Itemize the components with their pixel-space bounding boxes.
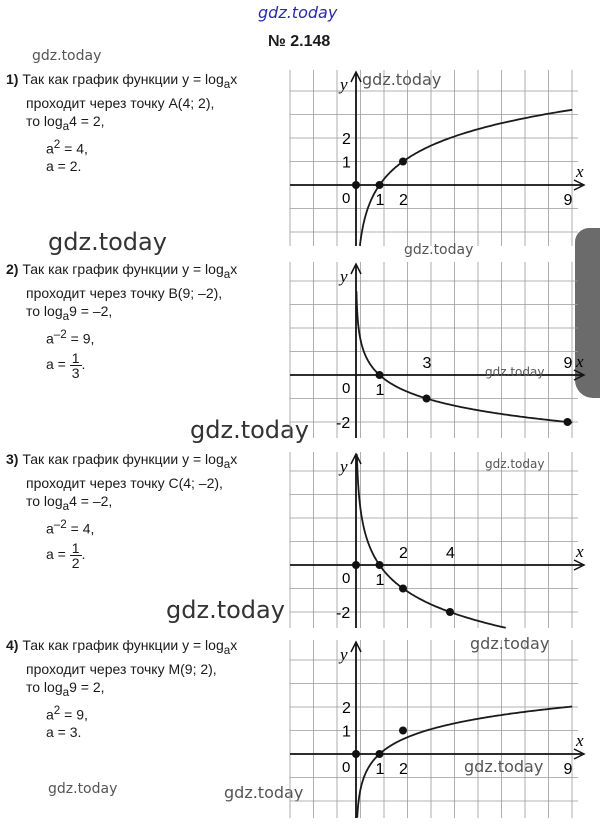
superscript: 2 bbox=[53, 137, 61, 151]
y-tick-label: -2 bbox=[336, 605, 351, 622]
x-axis-label: x bbox=[576, 542, 584, 561]
point bbox=[352, 561, 360, 569]
point bbox=[399, 727, 407, 735]
x-tick-label: 9 bbox=[563, 355, 573, 372]
x-axis-label: x bbox=[576, 352, 584, 371]
text: 9 = 2, bbox=[69, 678, 105, 695]
point bbox=[352, 750, 360, 758]
subscript: a bbox=[223, 643, 231, 657]
text: Так как график функции y = log bbox=[22, 261, 224, 277]
x-tick-label: 2 bbox=[399, 761, 408, 778]
y-tick-label: -2 bbox=[336, 415, 351, 432]
text: = 4, bbox=[66, 520, 95, 537]
watermark: gdz.today bbox=[362, 70, 442, 89]
problem-number: № 2.148 bbox=[268, 33, 331, 50]
x-tick-label: 1 bbox=[375, 572, 385, 589]
y-axis-label: y bbox=[340, 457, 348, 476]
x-tick-label: 2 bbox=[399, 192, 408, 209]
solution-number: 2) bbox=[6, 261, 19, 277]
watermark: gdz.today bbox=[224, 783, 304, 802]
text: x bbox=[230, 261, 238, 277]
text: a = bbox=[46, 546, 70, 563]
subscript: a bbox=[62, 119, 70, 133]
point bbox=[376, 181, 384, 189]
point bbox=[423, 395, 431, 403]
watermark: gdz.today bbox=[464, 757, 544, 776]
text-line: a = 3. bbox=[46, 724, 82, 741]
origin-label: 0 bbox=[342, 380, 351, 397]
text: x bbox=[230, 451, 238, 467]
graph-panel-3 bbox=[290, 452, 584, 628]
text: x bbox=[230, 71, 238, 87]
y-tick-label: 2 bbox=[342, 700, 351, 717]
text: x bbox=[230, 637, 238, 653]
x-tick-label: 9 bbox=[563, 192, 573, 209]
superscript: –2 bbox=[53, 517, 67, 531]
text: a bbox=[46, 706, 54, 723]
y-tick-label: 1 bbox=[342, 723, 351, 741]
y-axis-label: y bbox=[340, 75, 348, 94]
text: то log bbox=[26, 492, 63, 509]
y-tick-label: 2 bbox=[342, 131, 351, 148]
x-tick-label: 1 bbox=[375, 761, 385, 778]
text: . bbox=[81, 356, 86, 373]
log-curve bbox=[360, 110, 572, 246]
watermark: gdz.today bbox=[32, 48, 102, 64]
x-axis-label: x bbox=[576, 162, 584, 181]
text-line: проходит через точку A(4; 2), bbox=[26, 94, 215, 111]
point bbox=[376, 750, 384, 758]
denominator: 3 bbox=[71, 365, 80, 382]
origin-label: 0 bbox=[342, 190, 351, 207]
text: = 9, bbox=[60, 706, 88, 723]
solution-number: 4) bbox=[6, 637, 19, 653]
text: Так как график функции y = log bbox=[22, 451, 224, 467]
text-line: проходит через точку M(9; 2), bbox=[26, 660, 217, 677]
origin-label: 0 bbox=[342, 759, 351, 776]
text: Так как график функции y = log bbox=[22, 71, 224, 87]
y-axis-label: y bbox=[340, 267, 348, 286]
graph-panel-1 bbox=[290, 70, 584, 246]
log-curve bbox=[357, 291, 573, 422]
text: Так как график функции y = log bbox=[22, 637, 224, 653]
superscript: 2 bbox=[53, 703, 61, 717]
text: a bbox=[46, 520, 54, 537]
watermark: gdz.today bbox=[166, 596, 285, 624]
x-tick-label: 1 bbox=[375, 192, 385, 209]
text: 4 = –2, bbox=[69, 492, 113, 509]
subscript: a bbox=[62, 309, 70, 323]
x-tick-label: 1 bbox=[375, 382, 385, 399]
point bbox=[446, 608, 454, 616]
subscript: a bbox=[223, 267, 231, 281]
x-axis-label: x bbox=[576, 731, 584, 750]
watermark: gdz.today bbox=[48, 781, 118, 797]
text: = 4, bbox=[60, 140, 88, 157]
watermark: gdz.today bbox=[470, 634, 550, 653]
origin-label: 0 bbox=[342, 570, 351, 587]
watermark: gdz.today bbox=[404, 242, 474, 258]
subscript: a bbox=[62, 685, 70, 699]
text: . bbox=[81, 546, 86, 563]
text-line: a = 2. bbox=[46, 158, 82, 175]
point bbox=[352, 181, 360, 189]
y-axis-label: y bbox=[340, 645, 348, 664]
text: a = bbox=[46, 356, 70, 373]
solution-number: 3) bbox=[6, 451, 19, 467]
graph-panel-4 bbox=[290, 640, 584, 818]
watermark: gdz.today bbox=[48, 228, 167, 256]
point bbox=[399, 585, 407, 593]
point bbox=[399, 158, 407, 166]
x-tick-label: 9 bbox=[563, 761, 573, 778]
solution-number: 1) bbox=[6, 71, 19, 87]
subscript: a bbox=[223, 77, 231, 91]
text-line: проходит через точку B(9; –2), bbox=[26, 284, 223, 301]
numerator: 1 bbox=[71, 540, 80, 557]
superscript: –2 bbox=[53, 327, 67, 341]
point bbox=[376, 561, 384, 569]
x-tick-label: 3 bbox=[422, 355, 432, 372]
watermark: gdz.today bbox=[485, 457, 545, 471]
watermark: gdz.today bbox=[190, 416, 309, 444]
subscript: a bbox=[62, 499, 70, 513]
subscript: a bbox=[223, 457, 231, 471]
text-line: проходит через точку C(4; –2), bbox=[26, 474, 223, 491]
graph-panel-2 bbox=[290, 262, 584, 438]
watermark-top: gdz.today bbox=[258, 3, 338, 22]
text: a bbox=[46, 330, 54, 347]
text: a bbox=[46, 140, 54, 157]
y-tick-label: 1 bbox=[342, 154, 351, 172]
text: 9 = –2, bbox=[69, 302, 113, 319]
numerator: 1 bbox=[71, 350, 80, 367]
denominator: 2 bbox=[71, 555, 80, 572]
text: то log bbox=[26, 678, 63, 695]
x-tick-label: 4 bbox=[446, 545, 455, 562]
text: = 9, bbox=[66, 330, 95, 347]
point bbox=[376, 371, 384, 379]
text: то log bbox=[26, 112, 63, 129]
text: 4 = 2, bbox=[69, 112, 105, 129]
point bbox=[564, 418, 572, 426]
text: то log bbox=[26, 302, 63, 319]
watermark: gdz.today bbox=[485, 365, 545, 379]
x-tick-label: 2 bbox=[399, 545, 408, 562]
